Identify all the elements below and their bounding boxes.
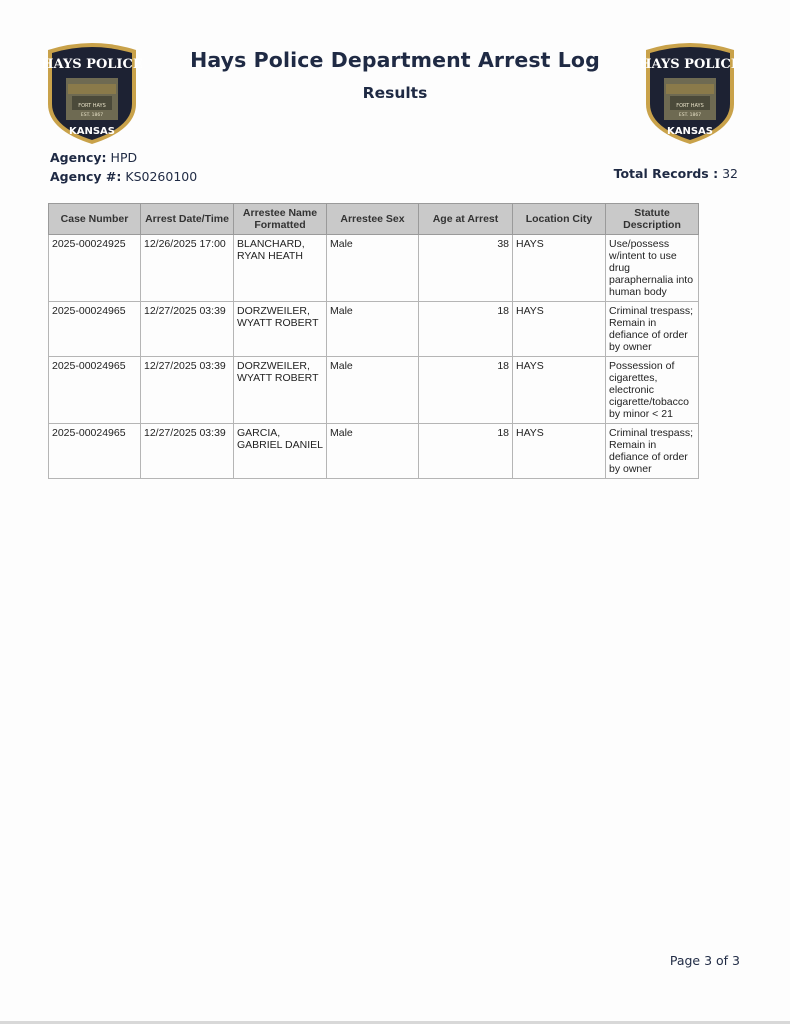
cell-case-number: 2025-00024965 [49,357,141,424]
table-header-row [49,204,699,235]
badge-bottom-text: KANSAS [68,126,116,137]
cell-arrest-datetime: 12/27/2025 03:39 [141,302,234,357]
cell-arrest-datetime: 12/27/2025 03:39 [141,424,234,479]
cell-arrestee-name: GARCIA, GABRIEL DANIEL [234,424,327,479]
agency-name-line [50,150,137,165]
cell-statute: Criminal trespass; Remain in defiance of order by owner [606,424,699,479]
cell-arrestee-sex: Male [327,302,419,357]
column-header-statute: Statute Description [606,204,699,235]
arrest-log-table [48,203,699,479]
cell-case-number: 2025-00024925 [49,235,141,302]
badge-middle-text: FORT HAYS [78,103,106,109]
table-row [49,424,699,479]
page-number: Page 3 of 3 [669,953,740,968]
cell-location-city: HAYS [513,302,606,357]
cell-age: 18 [419,302,513,357]
badge-est-text: EST. 1867 [678,113,702,118]
agency-number-label: Agency #: [50,169,122,184]
cell-arrestee-name: DORZWEILER, WYATT ROBERT [234,357,327,424]
cell-age: 18 [419,357,513,424]
total-records-value: 32 [722,166,738,181]
cell-age: 38 [419,235,513,302]
table-row [49,357,699,424]
column-header-arrestee-name: Arrestee Name Formatted [234,204,327,235]
cell-case-number: 2025-00024965 [49,302,141,357]
column-header-age: Age at Arrest [419,204,513,235]
cell-age: 18 [419,424,513,479]
page-subtitle: Results [362,84,428,102]
column-header-case-number: Case Number [49,204,141,235]
total-records-label: Total Records : [613,166,719,181]
cell-arrestee-name: DORZWEILER, WYATT ROBERT [234,302,327,357]
cell-arrestee-sex: Male [327,424,419,479]
agency-name-label: Agency: [50,150,107,165]
cell-statute: Possession of cigarettes, electronic cigarette/tobacco by minor < 21 [606,357,699,424]
total-records [614,166,738,181]
cell-arrestee-name: BLANCHARD, RYAN HEATH [234,235,327,302]
badge-est-text: EST. 1867 [80,113,104,118]
cell-arrestee-sex: Male [327,235,419,302]
cell-arrest-datetime: 12/26/2025 17:00 [141,235,234,302]
cell-statute: Use/possess w/intent to use drug paraphernalia into human body [606,235,699,302]
badge-bottom-text: KANSAS [666,126,714,137]
badge-top-text: HAYS POLICE [41,57,143,72]
cell-location-city: HAYS [513,357,606,424]
column-header-location-city: Location City [513,204,606,235]
table-row [49,302,699,357]
agency-name-value: HPD [110,150,138,165]
column-header-arrest-datetime: Arrest Date/Time [141,204,234,235]
table-row [49,235,699,302]
cell-statute: Criminal trespass; Remain in defiance of order by owner [606,302,699,357]
cell-arrestee-sex: Male [327,357,419,424]
cell-arrest-datetime: 12/27/2025 03:39 [141,357,234,424]
agency-number-line [50,169,197,184]
cell-location-city: HAYS [513,235,606,302]
column-header-arrestee-sex: Arrestee Sex [327,204,419,235]
agency-number-value: KS0260100 [125,169,198,184]
badge-top-text: HAYS POLICE [639,57,741,72]
badge-middle-text: FORT HAYS [676,103,704,109]
cell-location-city: HAYS [513,424,606,479]
cell-case-number: 2025-00024965 [49,424,141,479]
page-title: Hays Police Department Arrest Log [190,48,600,72]
